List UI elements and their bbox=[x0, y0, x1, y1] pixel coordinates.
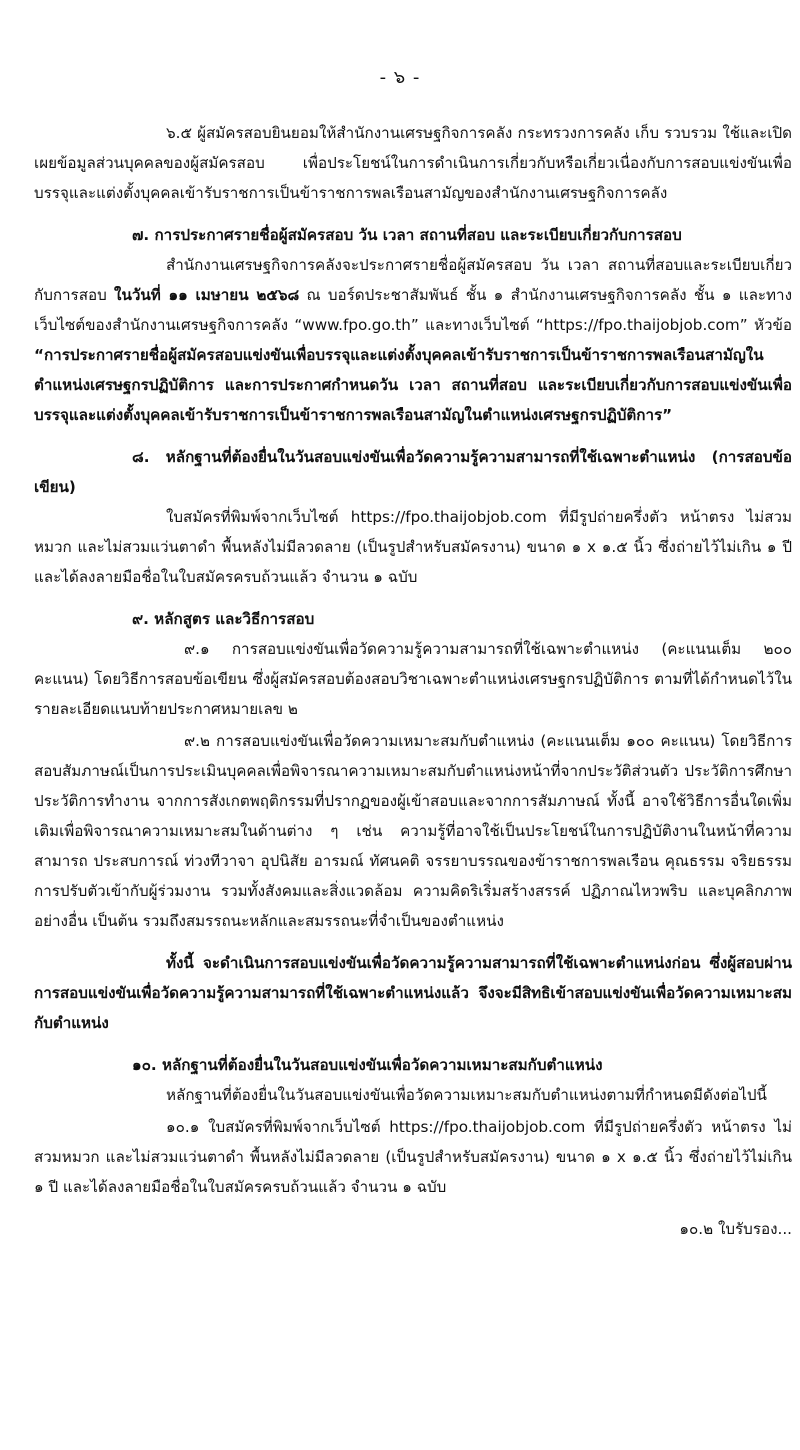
page-number: - ๖ - bbox=[379, 67, 421, 88]
paragraph-7 bbox=[34, 250, 792, 430]
paragraph-10-1: ๑๐.๑ ใบสมัครที่พิมพ์จากเว็บไซต์ https://fpo.thaijobjob.com ที่มีรูปถ่ายครึ่งตัว หน้าตรง ไม่สวมหมวก และไม่สวมแว่นตาดำ พื้นหลังไม่มีลวดลาย (เป็นรูปสำหรับสมัครงาน) ขนาด ๑ x ๑.๕ นิ้ว ซึ่งถ่ายไว้ไม่เกิน ๑ ปี และได้ลงลายมือชื่อในใบสมัครครบถ้วนแล้ว จำนวน ๑ ฉบับ bbox=[34, 1118, 792, 1196]
heading-section-10: ๑๐. หลักฐานที่ต้องยื่นในวันสอบแข่งขันเพื่อวัดความเหมาะสมกับตำแหน่ง bbox=[132, 1056, 603, 1074]
paragraph-6-5: ๖.๕ ผู้สมัครสอบยินยอมให้สำนักงานเศรษฐกิจการคลัง กระทรวงการคลัง เก็บ รวบรวม ใช้และเปิดเผยข้อมูลส่วนบุคคลของผู้สมัครสอบ เพื่อประโยชน์ในการดำเนินการเกี่ยวกับหรือเกี่ยวเนื่องกับการสอบแข่งขันเพื่อบรรจุและแต่งตั้งบุคคลเข้ารับราชการเป็นข้าราชการพลเรือนสามัญของสำนักงานเศรษฐกิจการคลัง bbox=[34, 124, 792, 202]
heading-section-8: ๘. หลักฐานที่ต้องยื่นในวันสอบแข่งขันเพื่อวัดความรู้ความสามารถที่ใช้เฉพาะตำแหน่ง (การสอบข้อเขียน) bbox=[34, 448, 792, 496]
heading-section-7: ๗. การประกาศรายชื่อผู้สมัครสอบ วัน เวลา สถานที่สอบ และระเบียบเกี่ยวกับการสอบ bbox=[132, 226, 682, 244]
document-body bbox=[34, 118, 792, 1256]
announcement-title: “การประกาศรายชื่อผู้สมัครสอบแข่งขันเพื่อบรรจุและแต่งตั้งบุคคลเข้ารับราชการเป็นข้าราชการพลเรือนสามัญในตำแหน่งเศรษฐกรปฏิบัติการ และการประกาศกำหนดวัน เวลา สถานที่สอบ และระเบียบเกี่ยวกับการสอบแข่งขันเพื่อบรรจุและแต่งตั้งบุคคลเข้ารับราชการเป็นข้าราชการพลเรือนสามัญในตำแหน่งเศรษฐกรปฏิบัติการ” bbox=[34, 346, 792, 424]
paragraph-9-1: ๙.๑ การสอบแข่งขันเพื่อวัดความรู้ความสามารถที่ใช้เฉพาะตำแหน่ง (คะแนนเต็ม ๒๐๐ คะแนน) โดยวิธีการสอบข้อเขียน ซึ่งผู้สมัครสอบต้องสอบวิชาเฉพาะตำแหน่งเศรษฐกรปฏิบัติการ ตามที่ได้กำหนดไว้ในรายละเอียดแนบท้ายประกาศหมายเลข ๒ bbox=[34, 640, 792, 718]
heading-section-9: ๙. หลักสูตร และวิธีการสอบ bbox=[132, 610, 315, 628]
paragraph-7-text-a: สำนักงานเศรษฐกิจการคลังจะประกาศรายชื่อผู้สมัครสอบ วัน เวลา สถานที่สอบและระเบียบเกี่ยวกับการสอบ bbox=[34, 256, 792, 304]
continuation-marker: ๑๐.๒ ใบรับรอง... bbox=[679, 1220, 792, 1238]
paragraph-7-text-b: ณ บอร์ดประชาสัมพันธ์ ชั้น ๑ สำนักงานเศรษฐกิจการคลัง ชั้น ๑ และทางเว็บไซต์ของสำนักงานเศรษฐกิจการคลัง “www.fpo.go.th” และทางเว็บไซต์ “https://fpo.thaijobjob.com” หัวข้อ bbox=[34, 286, 792, 334]
announcement-date: ในวันที่ ๑๑ เมษายน ๒๕๖๘ bbox=[114, 286, 300, 304]
paragraph-9-2: ๙.๒ การสอบแข่งขันเพื่อวัดความเหมาะสมกับตำแหน่ง (คะแนนเต็ม ๑๐๐ คะแนน) โดยวิธีการสอบสัมภาษณ์เป็นการประเมินบุคคลเพื่อพิจารณาความเหมาะสมกับตำแหน่งหน้าที่จากประวัติส่วนตัว ประวัติการศึกษา ประวัติการทำงาน จากการสังเกตพฤติกรรมที่ปรากฏของผู้เข้าสอบและจากการสัมภาษณ์ ทั้งนี้ อาจใช้วิธีการอื่นใดเพิ่มเติมเพื่อพิจารณาความเหมาะสมในด้านต่าง ๆ เช่น ความรู้ที่อาจใช้เป็นประโยชน์ในการปฏิบัติงานในหน้าที่ความสามารถ ประสบการณ์ ท่วงทีวาจา อุปนิสัย อารมณ์ ทัศนคติ จรรยาบรรณของข้าราชการพลเรือน คุณธรรม จริยธรรม การปรับตัวเข้ากับผู้ร่วมงาน รวมทั้งสังคมและสิ่งแวดล้อม ความคิดริเริ่มสร้างสรรค์ ปฏิภาณไหวพริบ และบุคลิกภาพอย่างอื่น เป็นต้น รวมถึงสมรรถนะหลักและสมรรถนะที่จำเป็นของตำแหน่ง bbox=[34, 732, 792, 930]
paragraph-9-note: ทั้งนี้ จะดำเนินการสอบแข่งขันเพื่อวัดความรู้ความสามารถที่ใช้เฉพาะตำแหน่งก่อน ซึ่งผู้สอบผ่านการสอบแข่งขันเพื่อวัดความรู้ความสามารถที่ใช้เฉพาะตำแหน่งแล้ว จึงจะมีสิทธิเข้าสอบแข่งขันเพื่อวัดความเหมาะสมกับตำแหน่ง bbox=[34, 954, 792, 1032]
paragraph-10: หลักฐานที่ต้องยื่นในวันสอบแข่งขันเพื่อวัดความเหมาะสมกับตำแหน่งตามที่กำหนดมีดังต่อไปนี้ bbox=[166, 1086, 767, 1104]
paragraph-8: ใบสมัครที่พิมพ์จากเว็บไซต์ https://fpo.thaijobjob.com ที่มีรูปถ่ายครึ่งตัว หน้าตรง ไม่สวมหมวก และไม่สวมแว่นตาดำ พื้นหลังไม่มีลวดลาย (เป็นรูปสำหรับสมัครงาน) ขนาด ๑ x ๑.๕ นิ้ว ซึ่งถ่ายไว้ไม่เกิน ๑ ปี และได้ลงลายมือชื่อในใบสมัครครบถ้วนแล้ว จำนวน ๑ ฉบับ bbox=[34, 508, 792, 586]
